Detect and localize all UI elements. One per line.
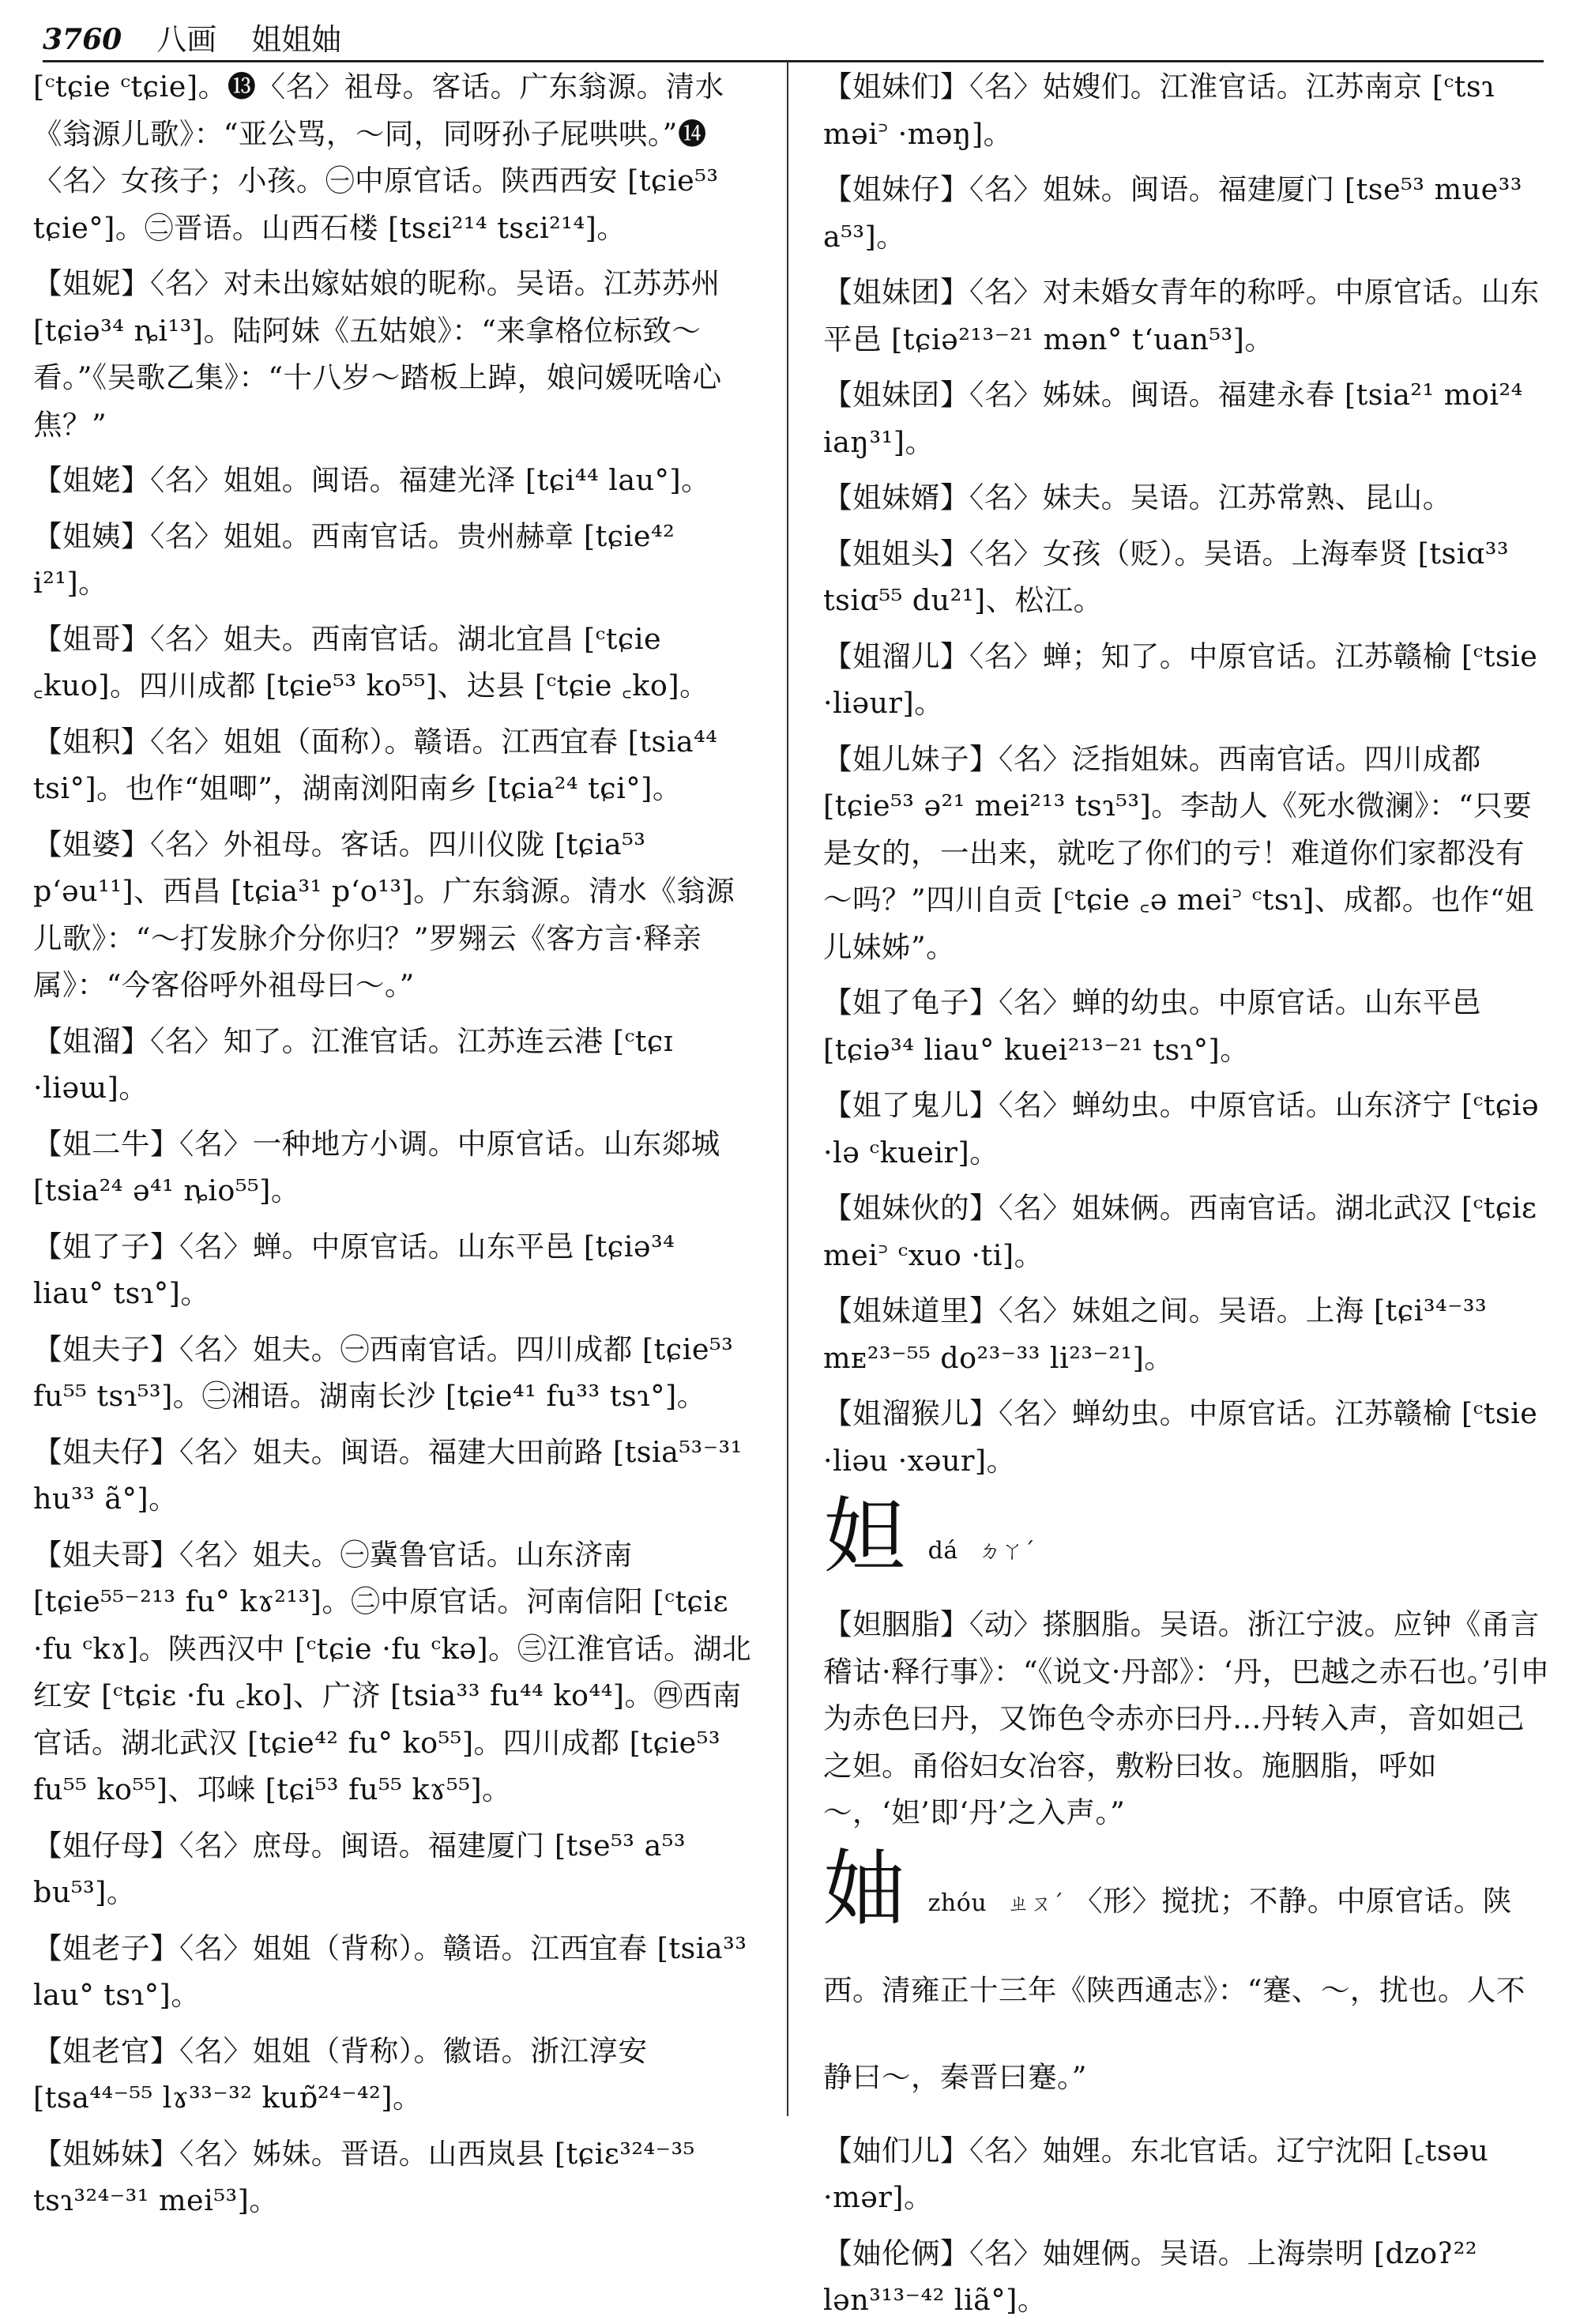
entry-jiemeixu: 【姐妹婿】〈名〉妹夫。吴语。江苏常熟、昆山。 [823, 480, 1452, 514]
entry-jielaoguan: 【姐老官】〈名〉姐姐（背称）。徽语。浙江淳安 [tsa⁴⁴⁻⁵⁵ lɤ³³⁻³² kuɒ̃²⁴⁻⁴²]。 [33, 2033, 648, 2115]
head-character-da: 妲 [823, 1488, 906, 1584]
page-number: 3760 [43, 23, 122, 56]
page-header [43, 14, 1544, 62]
entry-jieerniu: 【姐二牛】〈名〉一种地方小调。中原官话。山东郯城 [tsia²⁴ ə⁴¹ ȵio⁵⁵]。 [33, 1126, 720, 1207]
definition-zhou: 〈形〉搅扰；不静。中原官话。陕西。清雍正十三年《陕西通志》：“蹇、～，扰也。人不静曰～，秦晋曰蹇。” [823, 1883, 1525, 2094]
entry-dayanzhi: 【妲胭脂】〈动〉搽胭脂。吴语。浙江宁波。应钟《甬言稽诂·释行事》：“《说文·丹部》：‘丹，巴越之赤石也。’引申为赤色曰丹，又饰色令赤亦曰丹…丹转入声，音如妲己之妲。甬俗妇女冶容，敷粉曰妆。施胭脂，呼如～，‘妲’即‘丹’之入声。” [823, 1607, 1550, 1829]
entry-jiezaimu: 【姐仔母】〈名〉庶母。闽语。福建厦门 [tse⁵³ a⁵³ bu⁵³]。 [33, 1828, 686, 1909]
left-column [33, 63, 752, 2217]
entry-jiemeimen: 【姐妹们】〈名〉姑嫂们。江淮官话。江苏南京 [ᶜtsɿ məi꜄ ·məŋ]。 [823, 70, 1495, 151]
entry-zhoulunlia: 【妯伦俩】〈名〉妯娌俩。吴语。上海崇明 [dzoʔ²² lən³¹³⁻⁴² liã°]。 [823, 2235, 1477, 2317]
entry-zhoumener: 【妯们儿】〈名〉妯娌。东北官话。辽宁沈阳 [꜀tsəu ·mər]。 [823, 2133, 1489, 2214]
entry-jieji: 【姐积】〈名〉姐姐（面称）。赣语。江西宜春 [tsia⁴⁴ tsi°]。也作“姐唧”，湖南浏阳南乡 [tɕia²⁴ tɕi°]。 [33, 724, 718, 805]
entry-jieni: 【姐妮】〈名〉对未出嫁姑娘的昵称。吴语。江苏苏州 [tɕiə³⁴ ȵi¹³]。陆阿妹《五姑娘》：“来拿格位标致～看。”《吴歌乙集》：“十八岁～踏板上踔，娘问媛呒啥心焦？” [33, 266, 722, 442]
pinyin-da: dá [927, 1537, 958, 1565]
entry-jiefuzai: 【姐夫仔】〈名〉姐夫。闽语。福建大田前路 [tsia⁵³⁻³¹ hu³³ ã°]。 [33, 1434, 743, 1516]
entry-jieermeizi: 【姐儿妹子】〈名〉泛指姐妹。西南官话。四川成都 [tɕie⁵³ ə²¹ mei²¹³ tsɿ⁵³]。李劼人《死水微澜》：“只要是女的，一出来，就吃了你们的亏！难道你们家都没有～吗？”四川自贡 [ᶜtɕie ꜀ə mei꜄ ᶜtsɿ]、成都。也作“姐儿妹姊”。 [823, 741, 1535, 964]
entry-jiejietou: 【姐姐头】〈名〉女孩（贬）。吴语。上海奉贤 [tsiɑ³³ tsiɑ⁵⁵ du²¹]、松江。 [823, 536, 1510, 617]
entry-jieliu: 【姐溜】〈名〉知了。江淮官话。江苏连云港 [ᶜtɕɪ ·liəɯ]。 [33, 1023, 674, 1105]
entry-jieliaoguizi: 【姐了龟子】〈名〉蝉的幼虫。中原官话。山东平邑 [tɕiə³⁴ liau° kuei²¹³⁻²¹ tsɿ°]。 [823, 985, 1481, 1067]
entry-jiege: 【姐哥】〈名〉姐夫。西南官话。湖北宜昌 [ᶜtɕie ꜀kuo]。四川成都 [tɕie⁵³ ko⁵⁵]、达县 [ᶜtɕie ꜀ko]。 [33, 621, 709, 702]
entry-jieliuhouer: 【姐溜猴儿】〈名〉蝉幼虫。中原官话。江苏赣榆 [ᶜtsie ·liəu ·xəur]。 [823, 1396, 1538, 1478]
pinyin-zhou: zhóu [927, 1889, 988, 1917]
entry-continuation: [ᶜtɕie ᶜtɕie]。⓭〈名〉祖母。客话。广东翁源。清水《翁源儿歌》：“亚公骂，～同，同呀孙子屁哄哄。”⓮〈名〉女孩子；小孩。㊀中原官话。陕西西安 [tɕie⁵³ tɕie°]。㊁晋语。山西石楼 [tsɛi²¹⁴ tsɛi²¹⁴]。 [33, 70, 724, 245]
headword-da [823, 1488, 1550, 1595]
entry-jiemeidaoli: 【姐妹道里】〈名〉妹姐之间。吴语。上海 [tɕi³⁴⁻³³ mᴇ²³⁻⁵⁵ do²³⁻³³ li²³⁻²¹]。 [823, 1294, 1488, 1375]
entry-jiefuzi: 【姐夫子】〈名〉姐夫。㊀西南官话。四川成都 [tɕie⁵³ fu⁵⁵ tsɿ⁵³]。㊁湘语。湖南长沙 [tɕie⁴¹ fu³³ tsɿ°]。 [33, 1331, 734, 1413]
entry-jieliaoguier: 【姐了鬼儿】〈名〉蝉幼虫。中原官话。山东济宁 [ᶜtɕiə ·lə ᶜkueir]。 [823, 1088, 1540, 1170]
stroke-section: 八画 [156, 22, 217, 57]
entry-jiepo: 【姐婆】〈名〉外祖母。客话。四川仪陇 [tɕia⁵³ p‘əu¹¹]、西昌 [tɕia³¹ p‘o¹³]。广东翁源。清水《翁源儿歌》：“～打发脉介分你归？”罗翙云《客方言·释亲属》：“今客俗呼外祖母曰～。” [33, 827, 735, 1002]
entry-jielao: 【姐姥】〈名〉姐姐。闽语。福建光泽 [tɕi⁴⁴ lau°]。 [33, 463, 711, 497]
column-divider [787, 62, 788, 2116]
entry-jieyi: 【姐姨】〈名〉姐姐。西南官话。贵州赫章 [tɕie⁴² i²¹]。 [33, 518, 675, 600]
entry-jiemeihuode: 【姐妹伙的】〈名〉姐妹俩。西南官话。湖北武汉 [ᶜtɕiɛ mei꜄ ᶜxuo ·ti]。 [823, 1191, 1537, 1272]
entry-jiezimei: 【姐姊妹】〈名〉姊妹。晋语。山西岚县 [tɕiɛ³²⁴⁻³⁵ tsɿ³²⁴⁻³¹ mei⁵³]。 [33, 2136, 695, 2217]
entry-jiemeituan: 【姐妹团】〈名〉对未婚女青年的称呼。中原官话。山东平邑 [tɕiə²¹³⁻²¹ mən° t‘uan⁵³]。 [823, 275, 1540, 356]
headword-zhou [823, 1840, 1550, 2121]
entry-jieliuer: 【姐溜儿】〈名〉蝉；知了。中原官话。江苏赣榆 [ᶜtsie ·liəur]。 [823, 638, 1538, 720]
zhuyin-da: ㄉㄚˊ [978, 1538, 1036, 1564]
entry-jiemeizai: 【姐妹仔】〈名〉姐妹。闽语。福建厦门 [tse⁵³ mue³³ a⁵³]。 [823, 172, 1522, 254]
entry-jiefuge: 【姐夫哥】〈名〉姐夫。㊀冀鲁官话。山东济南 [tɕie⁵⁵⁻²¹³ fu° kɤ²¹³]。㊁中原官话。河南信阳 [ᶜtɕiɛ ·fu ᶜkɤ]。陕西汉中 [ᶜtɕie ·fu ᶜkə]。㊂江淮官话。湖北红安 [ᶜtɕiɛ ·fu ꜀ko]、广济 [tsia³³ fu⁴⁴ ko⁴⁴]。㊃西南官话。湖北武汉 [tɕie⁴² fu° ko⁵⁵]。四川成都 [tɕie⁵³ fu⁵⁵ ko⁵⁵]、邛崃 [tɕi⁵³ fu⁵⁵ kɤ⁵⁵]。 [33, 1537, 752, 1806]
head-character-zhou: 妯 [823, 1840, 906, 1937]
right-column [823, 63, 1550, 2317]
entry-jielaozi: 【姐老子】〈名〉姐姐（背称）。赣语。江西宜春 [tsia³³ lau° tsɿ°]。 [33, 1930, 747, 2012]
entry-jiemeijian: 【姐妹囝】〈名〉姊妹。闽语。福建永春 [tsia²¹ moi²⁴ iaŋ³¹]。 [823, 378, 1523, 459]
entry-jieliaozi: 【姐了子】〈名〉蝉。中原官话。山东平邑 [tɕiə³⁴ liau° tsɿ°]。 [33, 1229, 675, 1310]
zhuyin-zhou: ㄓㄡˊ [1007, 1889, 1064, 1916]
header-characters: 姐姐妯 [251, 22, 342, 57]
